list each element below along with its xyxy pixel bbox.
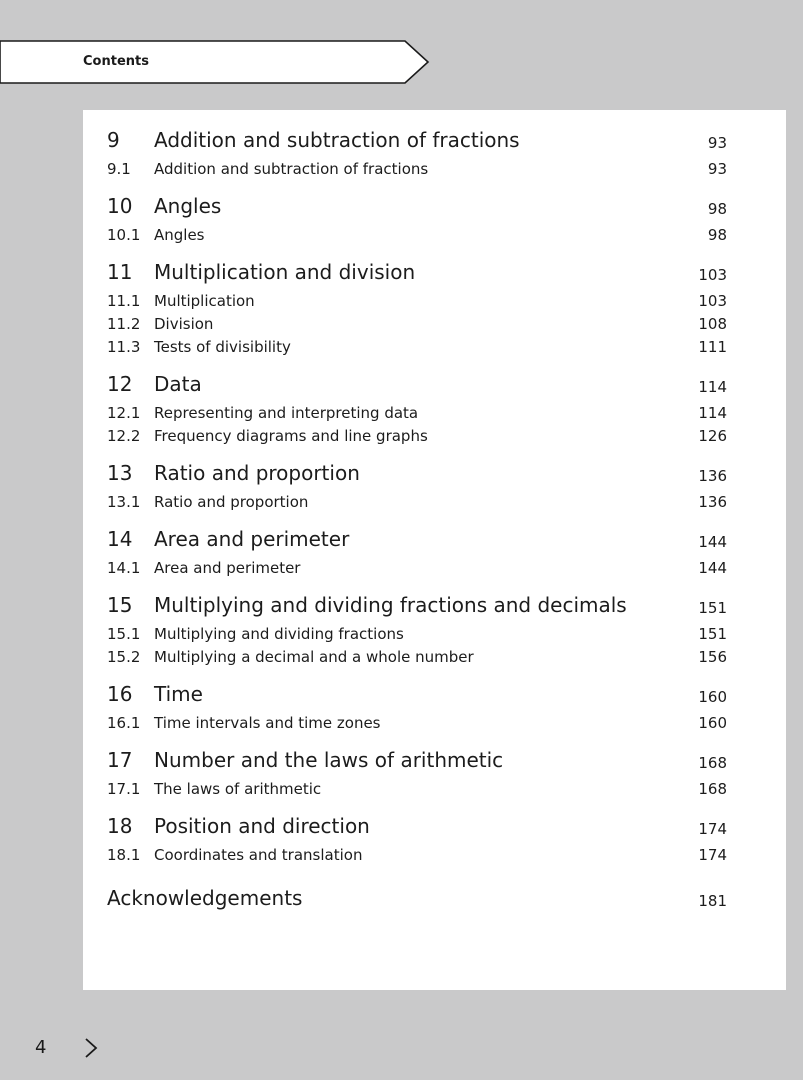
chapter-title: Number and the laws of arithmetic xyxy=(154,748,504,772)
section-page: 160 xyxy=(698,714,727,732)
section-title: Ratio and proportion xyxy=(154,493,309,511)
chapter-row[interactable] xyxy=(107,126,727,159)
page-number: 4 xyxy=(35,1037,47,1058)
section-row[interactable] xyxy=(107,403,727,426)
section-number: 15.2 xyxy=(107,648,141,666)
section-page: 98 xyxy=(707,226,727,244)
section-number: 12.1 xyxy=(107,404,141,422)
section-row[interactable] xyxy=(107,314,727,337)
chapter-entry xyxy=(107,126,727,192)
section-number: 9.1 xyxy=(107,160,131,178)
chapter-title: Time xyxy=(154,682,203,706)
chevron-right-icon[interactable] xyxy=(82,1036,100,1060)
section-page: 93 xyxy=(707,160,727,178)
chapter-number: 18 xyxy=(107,814,133,838)
section-title: Division xyxy=(154,315,214,333)
chapter-number: 15 xyxy=(107,593,133,617)
chapter-entry xyxy=(107,746,727,812)
header-tab-shape xyxy=(0,40,430,84)
chapter-page: 114 xyxy=(698,378,727,396)
chapter-row[interactable] xyxy=(107,525,727,558)
chapter-entry xyxy=(107,192,727,258)
chapter-page: 174 xyxy=(698,820,727,838)
acknowledgements-title: Acknowledgements xyxy=(107,886,303,910)
section-row[interactable] xyxy=(107,624,727,647)
chapter-entry xyxy=(107,258,727,370)
chapter-row[interactable] xyxy=(107,680,727,713)
section-number: 11.1 xyxy=(107,292,141,310)
chapter-entry xyxy=(107,591,727,680)
chapter-page: 151 xyxy=(698,599,727,617)
section-row[interactable] xyxy=(107,337,727,360)
section-page: 168 xyxy=(698,780,727,798)
chapter-page: 136 xyxy=(698,467,727,485)
chapter-row[interactable] xyxy=(107,459,727,492)
section-number: 11.2 xyxy=(107,315,141,333)
section-title: The laws of arithmetic xyxy=(154,780,322,798)
chapter-number: 16 xyxy=(107,682,133,706)
section-row[interactable] xyxy=(107,845,727,868)
section-title: Angles xyxy=(154,226,205,244)
section-number: 11.3 xyxy=(107,338,141,356)
section-page: 108 xyxy=(698,315,727,333)
section-row[interactable] xyxy=(107,779,727,802)
section-page: 151 xyxy=(698,625,727,643)
chapter-number: 17 xyxy=(107,748,133,772)
section-title: Representing and interpreting data xyxy=(154,404,419,422)
section-title: Multiplying and dividing fractions xyxy=(154,625,404,643)
chapter-entry xyxy=(107,680,727,746)
contents-header-tab xyxy=(0,40,430,84)
section-row[interactable] xyxy=(107,225,727,248)
chapter-number: 13 xyxy=(107,461,133,485)
chapter-entry xyxy=(107,525,727,591)
chapter-entry xyxy=(107,370,727,459)
chapter-title: Multiplication and division xyxy=(154,260,416,284)
section-title: Time intervals and time zones xyxy=(154,714,381,732)
section-row[interactable] xyxy=(107,291,727,314)
acknowledgements-row[interactable] xyxy=(107,878,727,914)
section-number: 17.1 xyxy=(107,780,141,798)
chapter-row[interactable] xyxy=(107,812,727,845)
chapter-row[interactable] xyxy=(107,370,727,403)
chapter-number: 11 xyxy=(107,260,133,284)
section-page: 114 xyxy=(698,404,727,422)
chapter-number: 14 xyxy=(107,527,133,551)
section-page: 126 xyxy=(698,427,727,445)
section-title: Addition and subtraction of fractions xyxy=(154,160,429,178)
section-page: 144 xyxy=(698,559,727,577)
chapter-title: Ratio and proportion xyxy=(154,461,360,485)
section-row[interactable] xyxy=(107,426,727,449)
section-title: Multiplying a decimal and a whole number xyxy=(154,648,474,666)
section-title: Frequency diagrams and line graphs xyxy=(154,427,428,445)
contents-panel xyxy=(83,110,786,990)
chapter-title: Multiplying and dividing fractions and decimals xyxy=(154,593,627,617)
chapter-number: 9 xyxy=(107,128,120,152)
acknowledgements-page: 181 xyxy=(698,892,727,910)
chapter-row[interactable] xyxy=(107,746,727,779)
section-page: 103 xyxy=(698,292,727,310)
section-row[interactable] xyxy=(107,647,727,670)
chapter-title: Position and direction xyxy=(154,814,370,838)
page-title: Contents xyxy=(83,54,149,69)
table-of-contents xyxy=(107,126,727,914)
section-number: 15.1 xyxy=(107,625,141,643)
chapter-row[interactable] xyxy=(107,192,727,225)
chapter-page: 168 xyxy=(698,754,727,772)
section-row[interactable] xyxy=(107,492,727,515)
section-title: Tests of divisibility xyxy=(154,338,291,356)
chapter-entry xyxy=(107,812,727,878)
section-page: 156 xyxy=(698,648,727,666)
chapter-title: Data xyxy=(154,372,202,396)
chapter-page: 160 xyxy=(698,688,727,706)
chapter-page: 103 xyxy=(698,266,727,284)
section-page: 136 xyxy=(698,493,727,511)
section-row[interactable] xyxy=(107,159,727,182)
chapter-title: Area and perimeter xyxy=(154,527,350,551)
chapter-page: 144 xyxy=(698,533,727,551)
chapter-number: 12 xyxy=(107,372,133,396)
section-page: 111 xyxy=(698,338,727,356)
section-number: 13.1 xyxy=(107,493,141,511)
chapter-page: 98 xyxy=(707,200,727,218)
section-number: 12.2 xyxy=(107,427,141,445)
section-title: Multiplication xyxy=(154,292,255,310)
section-number: 16.1 xyxy=(107,714,141,732)
section-number: 18.1 xyxy=(107,846,141,864)
chapter-page: 93 xyxy=(707,134,727,152)
section-row[interactable] xyxy=(107,558,727,581)
section-number: 14.1 xyxy=(107,559,141,577)
section-page: 174 xyxy=(698,846,727,864)
chapter-title: Angles xyxy=(154,194,222,218)
chapter-row[interactable] xyxy=(107,258,727,291)
chapter-title: Addition and subtraction of fractions xyxy=(154,128,520,152)
chapter-row[interactable] xyxy=(107,591,727,624)
section-title: Coordinates and translation xyxy=(154,846,363,864)
section-title: Area and perimeter xyxy=(154,559,301,577)
section-number: 10.1 xyxy=(107,226,141,244)
chapter-number: 10 xyxy=(107,194,133,218)
section-row[interactable] xyxy=(107,713,727,736)
chapter-entry xyxy=(107,459,727,525)
